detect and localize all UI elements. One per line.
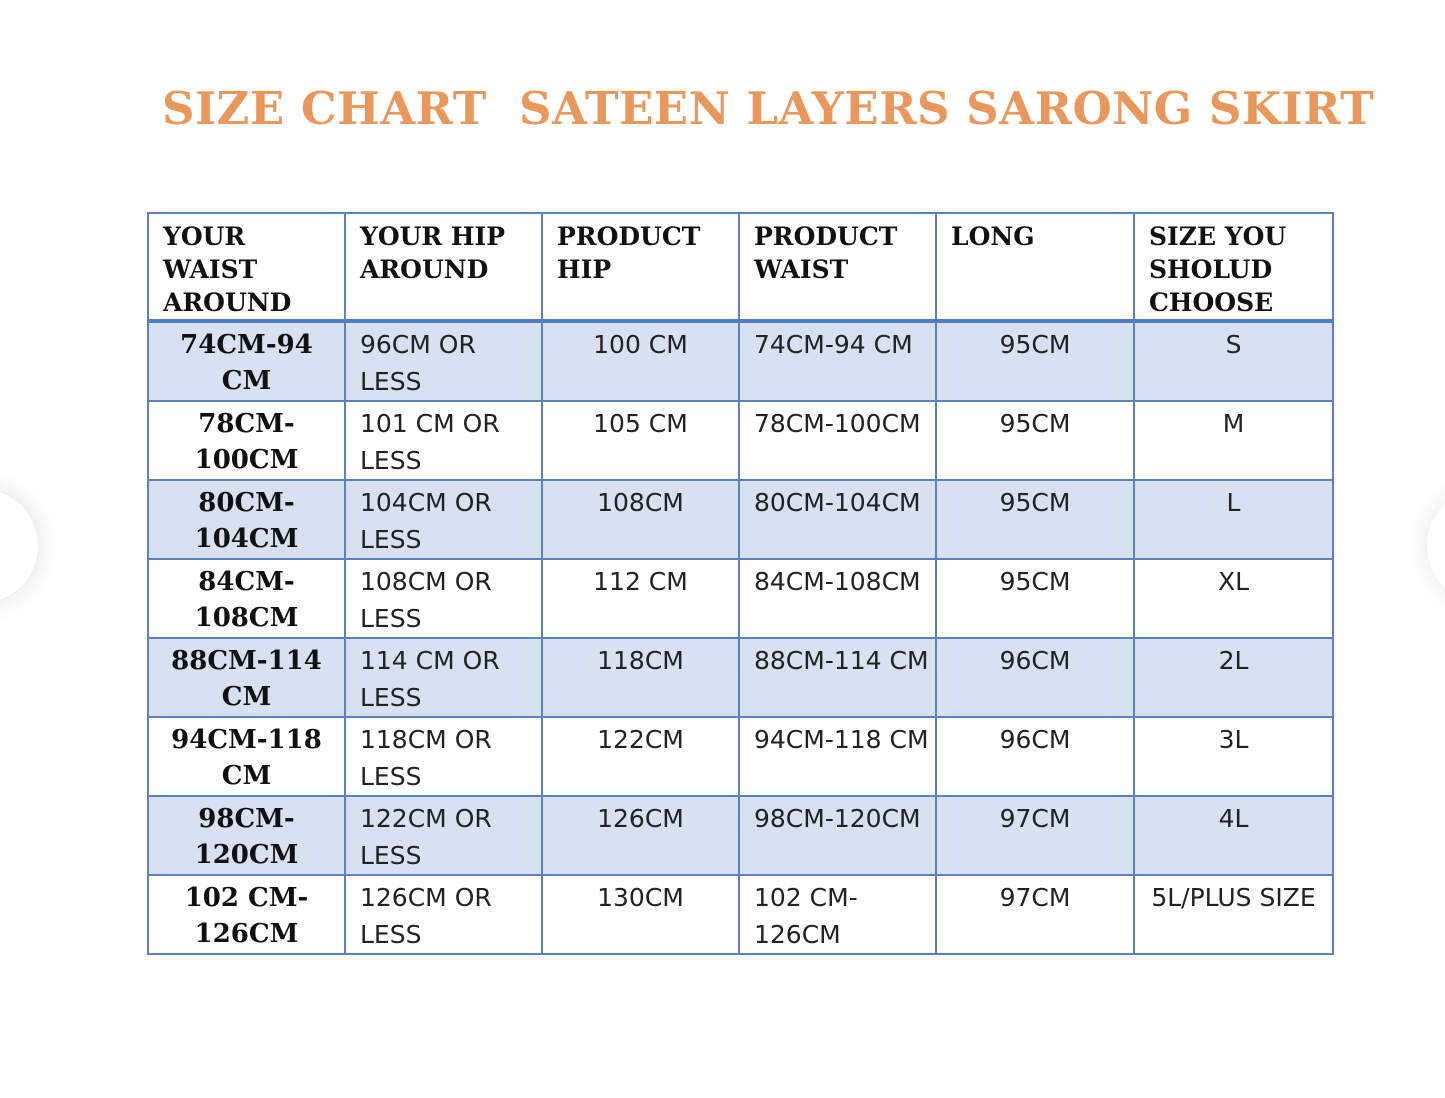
hip-cell: 122CM OR LESS — [345, 796, 542, 875]
product-hip-cell: 118CM — [542, 638, 739, 717]
previous-image-button[interactable] — [0, 490, 38, 602]
table-row — [148, 875, 1333, 954]
hip-cell: 101 CM OR LESS — [345, 401, 542, 480]
size-cell: L — [1134, 480, 1333, 559]
waist-cell: 102 CM-126CM — [148, 875, 345, 954]
hip-cell: 108CM OR LESS — [345, 559, 542, 638]
product-hip-cell: 112 CM — [542, 559, 739, 638]
waist-cell: 98CM-120CM — [148, 796, 345, 875]
size-cell: 2L — [1134, 638, 1333, 717]
table-row — [148, 796, 1333, 875]
long-cell: 95CM — [936, 559, 1134, 638]
table-row — [148, 321, 1333, 401]
long-cell: 95CM — [936, 401, 1134, 480]
hip-cell: 104CM OR LESS — [345, 480, 542, 559]
waist-cell: 80CM-104CM — [148, 480, 345, 559]
size-chart-table — [147, 212, 1334, 955]
size-cell: 5L/PLUS SIZE — [1134, 875, 1333, 954]
header-size-you-should-choose: SIZE YOU SHOLUD CHOOSE — [1134, 213, 1333, 321]
hip-cell: 114 CM OR LESS — [345, 638, 542, 717]
waist-cell: 78CM-100CM — [148, 401, 345, 480]
header-your-hip-around: YOUR HIP AROUND — [345, 213, 542, 321]
product-waist-cell: 88CM-114 CM — [739, 638, 936, 717]
product-waist-cell: 80CM-104CM — [739, 480, 936, 559]
product-hip-cell: 108CM — [542, 480, 739, 559]
table-row — [148, 717, 1333, 796]
hip-cell: 96CM OR LESS — [345, 321, 542, 401]
product-hip-cell: 105 CM — [542, 401, 739, 480]
size-cell: M — [1134, 401, 1333, 480]
product-waist-cell: 78CM-100CM — [739, 401, 936, 480]
size-cell: 4L — [1134, 796, 1333, 875]
hip-cell: 118CM OR LESS — [345, 717, 542, 796]
table-header-row — [148, 213, 1333, 321]
table-row — [148, 401, 1333, 480]
long-cell: 95CM — [936, 321, 1134, 401]
long-cell: 96CM — [936, 717, 1134, 796]
size-cell: XL — [1134, 559, 1333, 638]
hip-cell: 126CM OR LESS — [345, 875, 542, 954]
table-row — [148, 559, 1333, 638]
waist-cell: 74CM-94 CM — [148, 321, 345, 401]
size-cell: 3L — [1134, 717, 1333, 796]
product-hip-cell: 130CM — [542, 875, 739, 954]
table-row — [148, 480, 1333, 559]
product-waist-cell: 102 CM-126CM — [739, 875, 936, 954]
product-hip-cell: 126CM — [542, 796, 739, 875]
product-hip-cell: 100 CM — [542, 321, 739, 401]
waist-cell: 94CM-118 CM — [148, 717, 345, 796]
size-cell: S — [1134, 321, 1333, 401]
header-long: LONG — [936, 213, 1134, 321]
product-waist-cell: 74CM-94 CM — [739, 321, 936, 401]
next-image-button[interactable] — [1427, 490, 1445, 602]
long-cell: 96CM — [936, 638, 1134, 717]
long-cell: 95CM — [936, 480, 1134, 559]
table-row — [148, 638, 1333, 717]
product-waist-cell: 94CM-118 CM — [739, 717, 936, 796]
size-chart-title: SIZE CHART SATEEN LAYERS SARONG SKIRT — [162, 82, 1375, 135]
product-hip-cell: 122CM — [542, 717, 739, 796]
header-product-hip: PRODUCT HIP — [542, 213, 739, 321]
header-your-waist-around: YOUR WAIST AROUND — [148, 213, 345, 321]
long-cell: 97CM — [936, 875, 1134, 954]
long-cell: 97CM — [936, 796, 1134, 875]
waist-cell: 88CM-114 CM — [148, 638, 345, 717]
product-waist-cell: 98CM-120CM — [739, 796, 936, 875]
header-product-waist: PRODUCT WAIST — [739, 213, 936, 321]
waist-cell: 84CM-108CM — [148, 559, 345, 638]
product-waist-cell: 84CM-108CM — [739, 559, 936, 638]
